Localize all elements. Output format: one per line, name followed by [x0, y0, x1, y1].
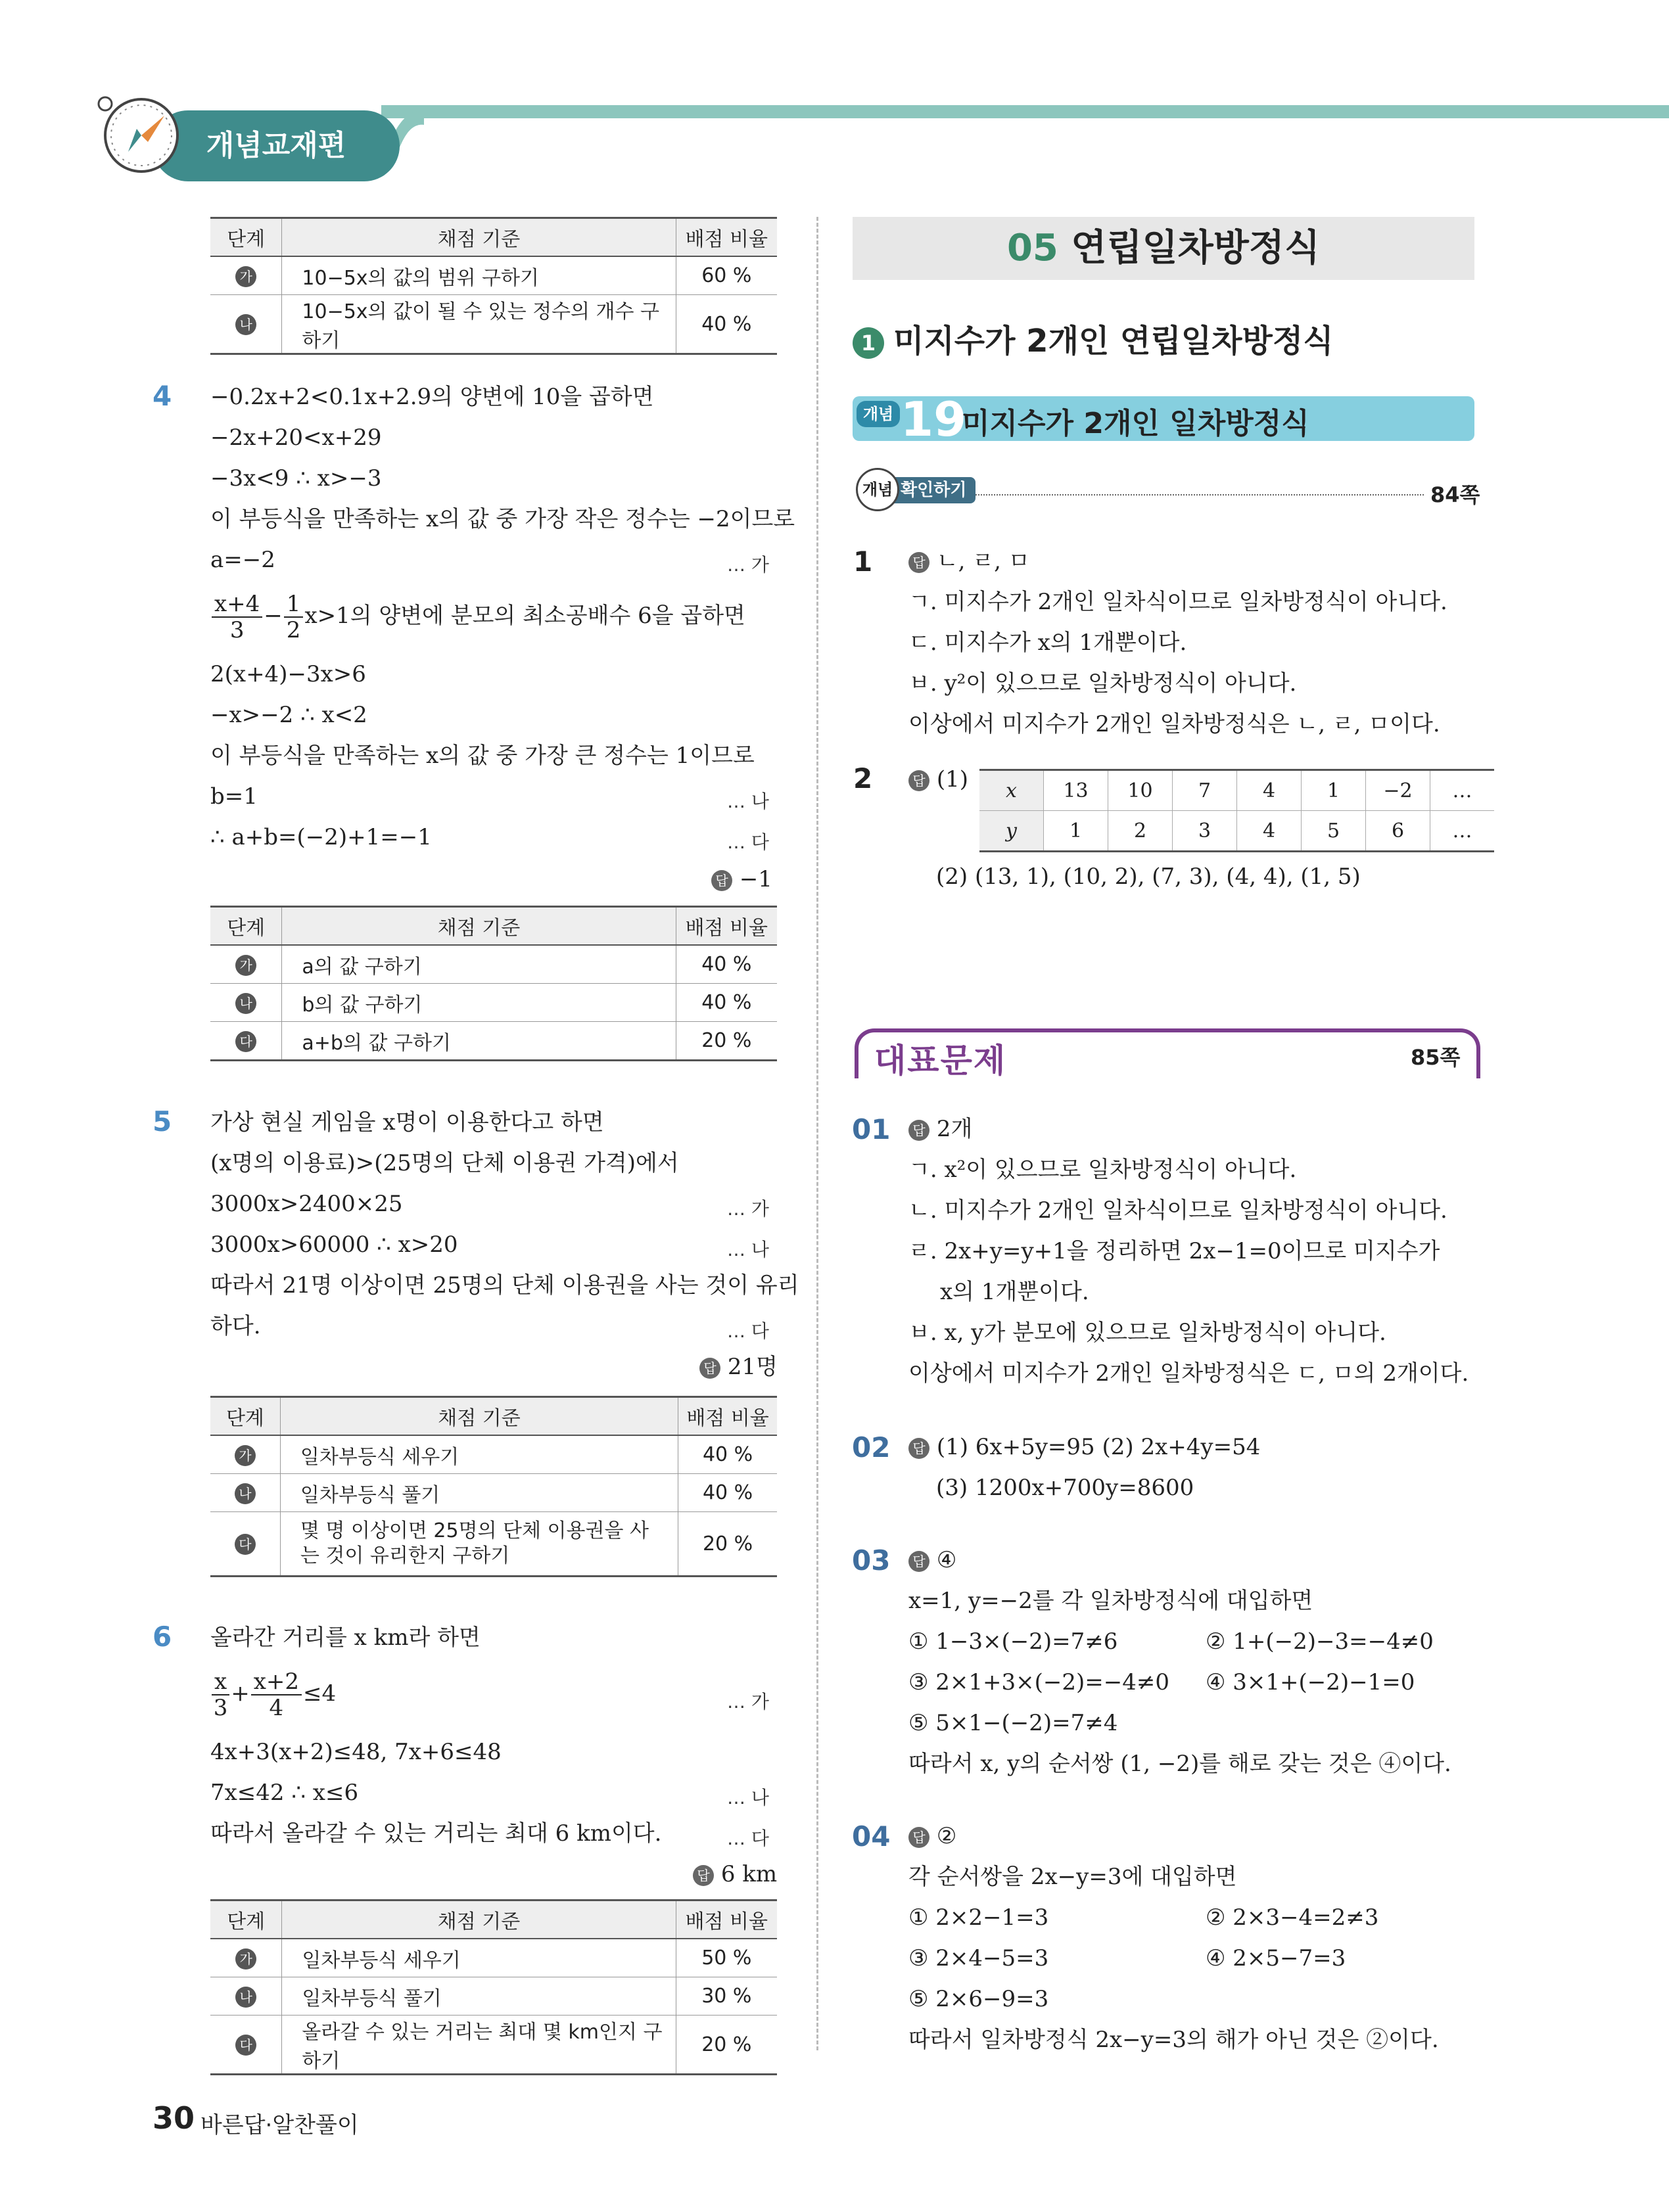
ratio-cell: 50 %: [676, 1939, 777, 1977]
step-mark: … 가: [727, 1691, 769, 1713]
criterion-cell: a+b의 값 구하기: [282, 1022, 676, 1061]
answer-badge-icon: 답: [908, 1827, 929, 1848]
solution-line: b=1: [210, 783, 258, 810]
table-row: [210, 1022, 777, 1061]
table-cell: 4: [1237, 770, 1302, 811]
solution-line: ㄹ. 2x+y=y+1을 정리하면 2x−1=0이므로 미지수가: [908, 1238, 1440, 1264]
step-mark: … 다: [727, 831, 769, 853]
ratio-cell: 40 %: [676, 945, 777, 984]
solution-line: ① 2×2−1=3: [908, 1904, 1049, 1931]
solution-line: x의 1개뿐이다.: [940, 1279, 1089, 1305]
stage-badge: 가: [235, 1445, 256, 1466]
table-row: [210, 1512, 777, 1577]
header-bar: [381, 105, 1669, 118]
solution-line: (2) (13, 1), (10, 2), (7, 3), (4, 4), (1, 5): [936, 864, 1361, 890]
solution-line: 따라서 21명 이상이면 25명의 단체 이용권을 사는 것이 유리: [210, 1272, 799, 1299]
answer-line: [711, 865, 772, 894]
fraction-denominator: 2: [286, 617, 301, 643]
score-table-3: [210, 1396, 777, 1577]
table-header: 단계: [210, 1397, 280, 1436]
table-header: 단계: [210, 907, 282, 946]
ratio-cell: 40 %: [678, 1435, 777, 1474]
step-mark: … 가: [727, 554, 769, 576]
chapter-heading: [853, 217, 1474, 280]
table-cell: 6: [1366, 811, 1430, 852]
solution-line: 따라서 올라갈 수 있는 거리는 최대 6 km이다.: [210, 1820, 662, 1847]
answer-badge-icon: 답: [908, 770, 929, 791]
score-table-1: [210, 217, 777, 355]
stage-badge: 나: [235, 993, 256, 1014]
solution-line: ③ 2×4−5=3: [908, 1945, 1049, 1971]
solution-line: (3) 1200x+700y=8600: [936, 1475, 1194, 1501]
answer-text: −1: [739, 866, 772, 892]
fraction-denominator: 3: [229, 617, 245, 643]
table-cell: 1: [1302, 770, 1366, 811]
answer-text: ④: [936, 1547, 957, 1573]
answer-text: 21명: [727, 1354, 778, 1380]
answer-badge-icon: 답: [908, 1438, 929, 1459]
solution-line: −x>−2 ∴ x<2: [210, 702, 367, 728]
problem-number: 1: [853, 545, 873, 578]
answer-line: [908, 1115, 972, 1143]
criterion-cell: 10−5x의 값의 범위 구하기: [282, 256, 676, 295]
table-header: 단계: [210, 1901, 282, 1939]
step-mark: … 가: [727, 1198, 769, 1220]
answer-badge-icon: 답: [908, 1551, 929, 1572]
solution-line: ㄱ. x²이 있으므로 일차방정식이 아니다.: [908, 1157, 1297, 1183]
answer-line: [699, 1352, 778, 1381]
solution-line: ② 2×3−4=2≠3: [1206, 1904, 1379, 1931]
table-cell: 13: [1044, 770, 1108, 811]
solution-line: 가상 현실 게임을 x명이 이용한다고 하면: [210, 1109, 604, 1136]
answer-line: [908, 547, 1030, 576]
criterion-cell: b의 값 구하기: [282, 984, 676, 1022]
solution-line: ① 1−3×(−2)=7≠6: [908, 1628, 1118, 1655]
answer-badge-icon: 답: [699, 1358, 720, 1379]
table-row: [210, 1977, 777, 2016]
fraction-line-text: x>1의 양변에 분모의 최소공배수 6을 곱하면: [304, 603, 745, 629]
table-header: 채점 기준: [282, 218, 676, 257]
solution-line: ② 1+(−2)−3=−4≠0: [1206, 1628, 1434, 1655]
concept-tag: 개념: [857, 401, 900, 427]
answer-line: [908, 1433, 1260, 1462]
table-header: 채점 기준: [280, 1397, 678, 1436]
header-tab: 개념교재편: [153, 110, 400, 181]
stage-badge: 나: [235, 1987, 256, 2008]
table-row: [210, 945, 777, 984]
section-number: 1: [853, 327, 884, 359]
problem-number: 04: [852, 1820, 891, 1853]
solution-line: a=−2: [210, 547, 275, 573]
problem-number: 2: [853, 762, 873, 795]
solution-line: ④ 2×5−7=3: [1206, 1945, 1346, 1971]
solution-line: 이 부등식을 만족하는 x의 값 중 가장 큰 정수는 1이므로: [210, 743, 755, 769]
concept-number: 19: [901, 392, 967, 447]
step-mark: … 나: [727, 1239, 769, 1260]
step-mark: … 나: [727, 791, 769, 812]
footer-label: 바른답·알찬풀이: [200, 2112, 359, 2138]
stage-badge: 다: [235, 1031, 256, 1052]
ratio-cell: 40 %: [676, 984, 777, 1022]
section-heading: [853, 315, 1334, 361]
score-table-2: [210, 906, 777, 1061]
score-table-4: [210, 1899, 777, 2075]
stage-badge: 가: [235, 1948, 256, 1970]
solution-line: 3000x>60000 ∴ x>20: [210, 1232, 458, 1258]
answer-line: [908, 765, 968, 794]
solution-line: 4x+3(x+2)≤48, 7x+6≤48: [210, 1739, 502, 1765]
solution-line: 7x≤42 ∴ x≤6: [210, 1780, 359, 1806]
table-row: [210, 1435, 777, 1474]
problem-number: 02: [852, 1431, 891, 1463]
solution-line: 3000x>2400×25: [210, 1191, 403, 1217]
answer-line: [693, 1860, 777, 1889]
table-row: [979, 811, 1494, 852]
table-cell: 1: [1044, 811, 1108, 852]
check-label: 확인하기: [891, 477, 976, 503]
table-row: [210, 984, 777, 1022]
problem-number: 03: [852, 1544, 891, 1577]
stage-badge: 나: [235, 314, 256, 335]
answer-badge-icon: 답: [693, 1865, 714, 1886]
stage-badge: 가: [235, 955, 256, 976]
solution-line: ㅂ. y²이 있으므로 일차방정식이 아니다.: [908, 670, 1297, 697]
answer-text: ㄴ, ㄹ, ㅁ: [936, 548, 1030, 574]
criterion-cell: 10−5x의 값이 될 수 있는 정수의 개수 구하기: [282, 295, 676, 354]
solution-line: ∴ a+b=(−2)+1=−1: [210, 824, 432, 850]
solution-line: ⑤ 5×1−(−2)=7≠4: [908, 1710, 1118, 1736]
ratio-cell: 20 %: [678, 1512, 777, 1577]
answer-badge-icon: 답: [908, 552, 929, 573]
stage-badge: 다: [235, 1534, 256, 1555]
representative-title: 대표문제: [874, 1042, 1007, 1080]
ratio-cell: 30 %: [676, 1977, 777, 2016]
solution-line: ㄴ. 미지수가 2개인 일차식이므로 일차방정식이 아니다.: [908, 1197, 1447, 1224]
answer-text: 6 km: [720, 1861, 778, 1887]
solution-line: 이상에서 미지수가 2개인 일차방정식은 ㄴ, ㄹ, ㅁ이다.: [908, 711, 1440, 737]
answer-text: (1) 6x+5y=95 (2) 2x+4y=54: [936, 1434, 1261, 1460]
table-cell: …: [1430, 770, 1495, 811]
table-row: [210, 1939, 777, 1977]
answer-text: ②: [936, 1823, 957, 1849]
answer-line: [908, 1546, 956, 1575]
concept-title: 미지수가 2개인 일차방정식: [962, 407, 1309, 440]
criterion-cell: a의 값 구하기: [282, 945, 676, 984]
solution-line: ③ 2×1+3×(−2)=−4≠0: [908, 1669, 1170, 1695]
table-header: 단계: [210, 218, 282, 257]
chapter-title: 연립일차방정식: [1071, 227, 1321, 269]
criterion-cell: 몇 명 이상이면 25명의 단체 이용권을 사는 것이 유리한지 구하기: [280, 1512, 678, 1577]
criterion-cell: 올라갈 수 있는 거리는 최대 몇 km인지 구하기: [282, 2016, 676, 2075]
criterion-cell: 일차부등식 세우기: [282, 1939, 676, 1977]
solution-line: −2x+20<x+29: [210, 425, 382, 451]
solution-line: −0.2x+2<0.1x+2.9의 양변에 10을 곱하면: [210, 384, 654, 410]
solution-line: 따라서 일차방정식 2x−y=3의 해가 아닌 것은 ②이다.: [908, 2027, 1439, 2053]
fraction-numerator: x: [212, 1669, 229, 1695]
table-cell: −2: [1366, 770, 1430, 811]
table-cell: 7: [1173, 770, 1237, 811]
table-row: [210, 295, 777, 354]
solution-line: ㄱ. 미지수가 2개인 일차식이므로 일차방정식이 아니다.: [908, 589, 1447, 615]
chapter-number: 05: [1006, 227, 1058, 269]
solution-line: 하다.: [210, 1313, 261, 1339]
fraction-denominator: 4: [269, 1695, 284, 1721]
solution-line: 각 순서쌍을 2x−y=3에 대입하면: [908, 1864, 1237, 1890]
fraction-line: $\frac{x}{3}$ + $\frac{x+2}{4}$ ≤4: [210, 1669, 336, 1720]
problem-number: 5: [153, 1105, 172, 1138]
solution-line: ㅂ. x, y가 분모에 있으므로 일차방정식이 아니다.: [908, 1320, 1386, 1346]
page-reference: 85쪽: [1411, 1045, 1461, 1070]
part-label: (1): [936, 766, 968, 793]
xy-table: [979, 769, 1494, 852]
ratio-cell: 20 %: [676, 2016, 777, 2075]
solution-line: 따라서 x, y의 순서쌍 (1, −2)를 해로 갖는 것은 ④이다.: [908, 1751, 1451, 1777]
ratio-cell: 60 %: [676, 256, 777, 295]
ratio-cell: 20 %: [676, 1022, 777, 1061]
answer-line: [908, 1822, 956, 1851]
fraction-numerator: x+2: [251, 1669, 302, 1695]
criterion-cell: 일차부등식 풀기: [280, 1474, 678, 1512]
fraction-numerator: 1: [284, 591, 304, 618]
table-cell: 10: [1108, 770, 1173, 811]
stage-badge: 다: [235, 2035, 256, 2056]
table-cell: x: [979, 770, 1044, 811]
step-mark: … 나: [727, 1787, 769, 1809]
table-header: 채점 기준: [282, 1901, 676, 1939]
ratio-cell: 40 %: [676, 295, 777, 354]
problem-number: 6: [153, 1621, 172, 1653]
table-cell: 3: [1173, 811, 1237, 852]
table-header: 배점 비율: [678, 1397, 777, 1436]
dotted-leader: [970, 494, 1424, 495]
step-mark: … 다: [727, 1828, 769, 1849]
answer-text: 2개: [936, 1116, 973, 1142]
stage-badge: 가: [235, 266, 256, 287]
table-header: 배점 비율: [676, 218, 777, 257]
step-mark: … 다: [727, 1320, 769, 1342]
fraction-line: $\frac{x+4}{3}$ − $\frac{1}{2}$ x>1의 양변에 분모의 최소공배수 6을 곱하면: [210, 591, 745, 643]
answer-badge-icon: 답: [908, 1120, 929, 1141]
page-number: 30: [153, 2100, 195, 2136]
stage-badge: 나: [235, 1483, 256, 1504]
table-header: 배점 비율: [676, 1901, 777, 1939]
ratio-cell: 40 %: [678, 1474, 777, 1512]
solution-line: 이 부등식을 만족하는 x의 값 중 가장 작은 정수는 −2이므로: [210, 506, 795, 532]
criterion-cell: 일차부등식 풀기: [282, 1977, 676, 2016]
check-circle: 개념: [856, 468, 899, 511]
solution-line: (x명의 이용료)>(25명의 단체 이용권 가격)에서: [210, 1150, 679, 1176]
problem-number: 4: [153, 380, 172, 412]
page-reference: 84쪽: [1430, 482, 1480, 507]
table-cell: 2: [1108, 811, 1173, 852]
solution-line: 이상에서 미지수가 2개인 일차방정식은 ㄷ, ㅁ의 2개이다.: [908, 1360, 1469, 1387]
solution-line: −3x<9 ∴ x>−3: [210, 465, 382, 492]
table-cell: y: [979, 811, 1044, 852]
clock-icon: [92, 89, 184, 181]
solution-line: x=1, y=−2를 각 일차방정식에 대입하면: [908, 1588, 1313, 1614]
problem-number: 01: [852, 1113, 891, 1145]
table-header: 채점 기준: [282, 907, 676, 946]
table-header: 배점 비율: [676, 907, 777, 946]
solution-line: 2(x+4)−3x>6: [210, 661, 366, 687]
criterion-cell: 일차부등식 세우기: [280, 1435, 678, 1474]
fraction-numerator: x+4: [212, 591, 262, 618]
table-row: [210, 256, 777, 295]
fraction-line-text: ≤4: [302, 1680, 337, 1707]
section-title: 미지수가 2개인 연립일차방정식: [893, 323, 1334, 359]
answer-badge-icon: 답: [711, 870, 732, 891]
column-divider: [816, 217, 818, 2050]
solution-line: ㄷ. 미지수가 x의 1개뿐이다.: [908, 630, 1187, 656]
table-cell: …: [1430, 811, 1495, 852]
solution-line: ⑤ 2×6−9=3: [908, 1986, 1049, 2012]
solution-line: ④ 3×1+(−2)−1=0: [1206, 1669, 1415, 1695]
fraction-denominator: 3: [213, 1695, 228, 1721]
table-cell: 4: [1237, 811, 1302, 852]
table-row: [210, 2016, 777, 2075]
table-row: [979, 770, 1494, 811]
table-row: [210, 1474, 777, 1512]
table-cell: 5: [1302, 811, 1366, 852]
solution-line: 올라간 거리를 x km라 하면: [210, 1624, 481, 1651]
